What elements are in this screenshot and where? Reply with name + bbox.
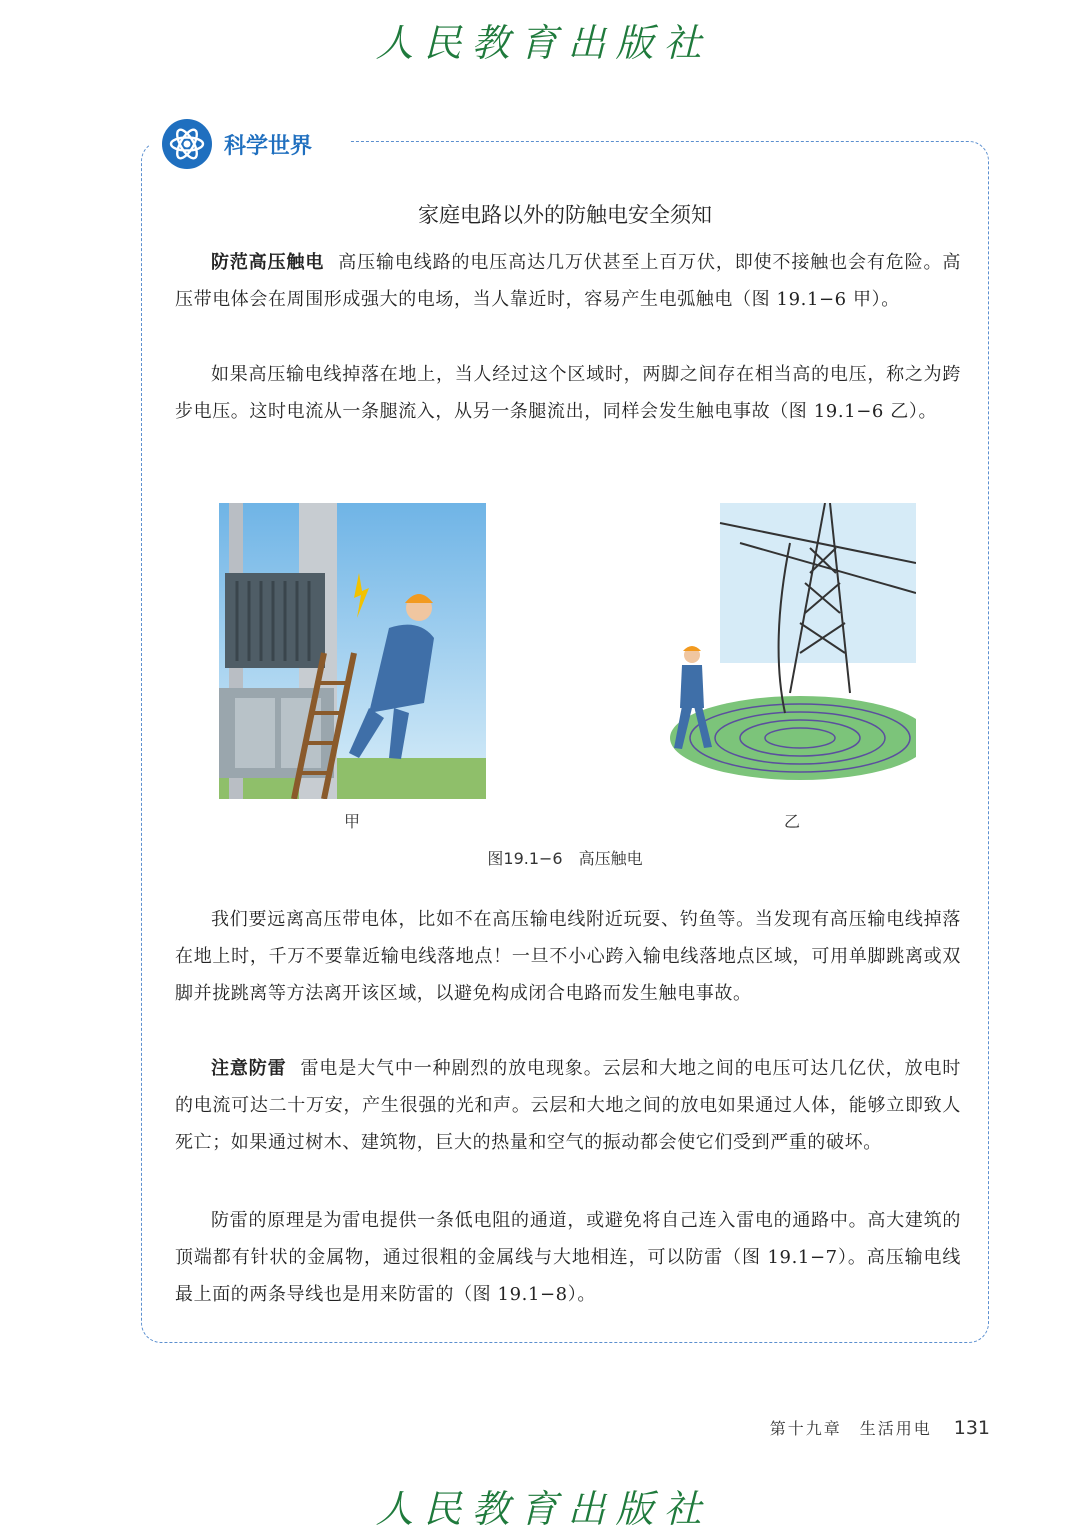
- figure-b-illustration: [660, 503, 916, 799]
- section-header: [162, 116, 312, 172]
- paragraph-text: 我们要远离高压带电体，比如不在高压输电线附近玩耍、钓鱼等。当发现有高压输电线掉落在地上时，千万不要靠近输电线落地点！一旦不小心跨入输电线落地点区域，可用单脚跳离或双脚并拢跳离等方法离开该区域，以避免构成闭合电路而发生触电事故。: [175, 909, 961, 1004]
- article-title: 家庭电路以外的防触电安全须知: [418, 203, 712, 227]
- figure-a-illustration: [219, 503, 486, 799]
- publisher-watermark-bottom: 人民教育出版社: [375, 1487, 712, 1531]
- paragraph-text: 防雷的原理是为雷电提供一条低电阻的通道，或避免将自己连入雷电的通路中。高大建筑的顶端都有针状的金属物，通过很粗的金属线与大地相连，可以防雷（图 19.1−7）。高压输电线最上面的两条导线也是用来防雷的（图 19.1−8）。: [175, 1210, 961, 1305]
- paragraph-lightning-principle: [175, 1202, 961, 1313]
- chapter-title: 第十九章 生活用电: [769, 1419, 932, 1438]
- figure-b-label: 乙: [784, 812, 801, 831]
- section-label: 科学世界: [224, 133, 313, 159]
- paragraph-text: 高压输电线路的电压高达几万伏甚至上百万伏，即使不接触也会有危险。高压带电体会在周围形成强大的电场，当人靠近时，容易产生电弧触电（图 19.1−6 甲）。: [175, 252, 961, 310]
- paragraph-lead: 防范高压触电: [211, 252, 325, 273]
- paragraph-text: 如果高压输电线掉落在地上，当人经过这个区域时，两脚之间存在相当高的电压，称之为跨步电压。这时电流从一条腿流入，从另一条腿流出，同样会发生触电事故（图 19.1−6 乙）。: [175, 364, 961, 422]
- paragraph-stay-away: [175, 901, 961, 1012]
- atom-icon: [162, 119, 212, 169]
- figure-caption: 图19.1−6 高压触电: [487, 849, 643, 868]
- figure-a-label: 甲: [344, 812, 361, 831]
- page-number: 131: [953, 1417, 990, 1439]
- paragraph-lead: 注意防雷: [211, 1058, 287, 1079]
- page-footer: [770, 1416, 990, 1439]
- paragraph-step-voltage: [175, 356, 961, 430]
- paragraph-text: 雷电是大气中一种剧烈的放电现象。云层和大地之间的电压可达几亿伏，放电时的电流可达二十万安，产生很强的光和声。云层和大地之间的放电如果通过人体，能够立即致人死亡；如果通过树木、建筑物，巨大的热量和空气的振动都会使它们受到严重的破坏。: [175, 1058, 961, 1153]
- paragraph-high-voltage: [175, 244, 961, 318]
- paragraph-lightning: [175, 1050, 961, 1161]
- publisher-watermark-top: 人民教育出版社: [375, 21, 712, 65]
